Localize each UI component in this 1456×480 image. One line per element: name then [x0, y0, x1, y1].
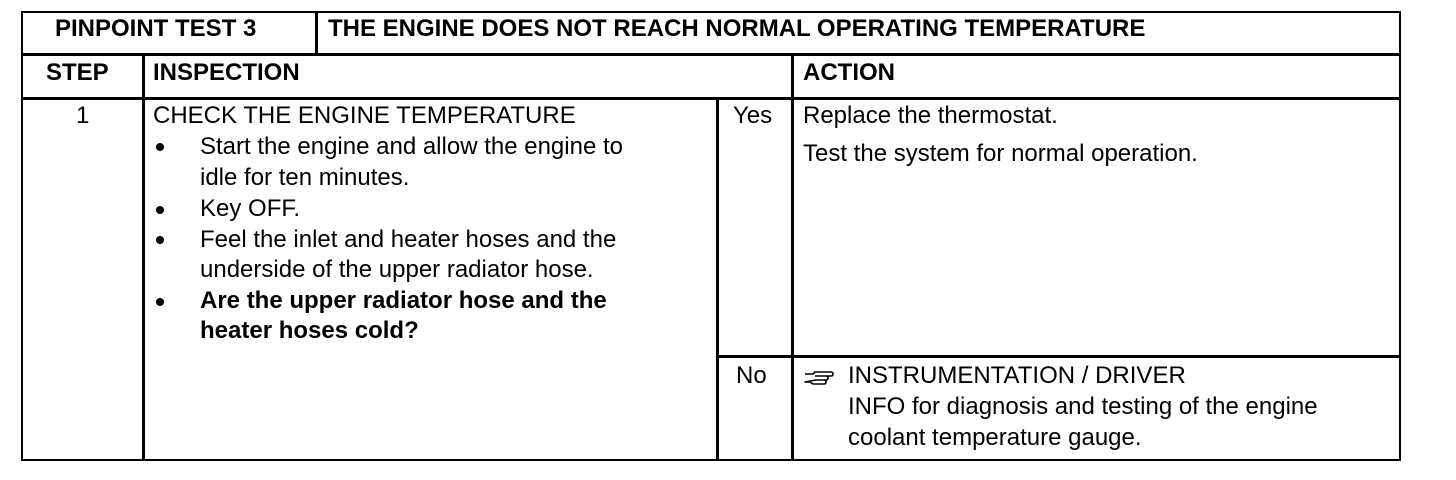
bullet-3-line-2: underside of the upper radiator hose.	[200, 256, 594, 283]
bullet-4-line-2: heater hoses cold?	[200, 317, 419, 344]
rule-action-divider	[791, 53, 794, 461]
bullet-1	[156, 143, 164, 151]
test-title: THE ENGINE DOES NOT REACH NORMAL OPERATING TEMPERATURE	[328, 15, 1146, 42]
header-inspection: INSPECTION	[153, 59, 300, 86]
bullet-1-line-1: Start the engine and allow the engine to	[200, 133, 623, 160]
bullet-2-line-1: Key OFF.	[200, 195, 301, 222]
no-action-line-1: INSTRUMENTATION / DRIVER	[848, 362, 1186, 389]
rule-header-bottom	[21, 97, 1401, 100]
rule-title-divider	[315, 11, 318, 55]
header-step: STEP	[46, 59, 109, 86]
inspection-title: CHECK THE ENGINE TEMPERATURE	[153, 102, 576, 129]
no-action-line-3: coolant temperature gauge.	[848, 424, 1142, 451]
bullet-4-line-1: Are the upper radiator hose and the	[200, 287, 607, 314]
rule-step-divider	[142, 53, 145, 461]
bullet-1-line-2: idle for ten minutes.	[200, 164, 410, 191]
rule-yes-no-divider	[716, 355, 1401, 358]
test-label: PINPOINT TEST 3	[55, 15, 257, 42]
bullet-3	[156, 236, 164, 244]
header-action: ACTION	[803, 59, 895, 86]
yes-action-line-2: Test the system for normal operation.	[803, 140, 1198, 167]
bullet-4	[156, 298, 164, 306]
yes-label: Yes	[733, 102, 773, 129]
step-number: 1	[76, 102, 90, 129]
yes-action-line-1: Replace the thermostat.	[803, 102, 1058, 129]
pointing-hand-icon	[804, 369, 834, 385]
no-label: No	[736, 362, 767, 389]
bullet-3-line-1: Feel the inlet and heater hoses and the	[200, 226, 617, 253]
rule-yesno-divider	[716, 97, 719, 461]
bullet-2	[156, 206, 164, 214]
no-action-line-2: INFO for diagnosis and testing of the engine	[848, 393, 1318, 420]
rule-title-bottom	[21, 53, 1401, 56]
